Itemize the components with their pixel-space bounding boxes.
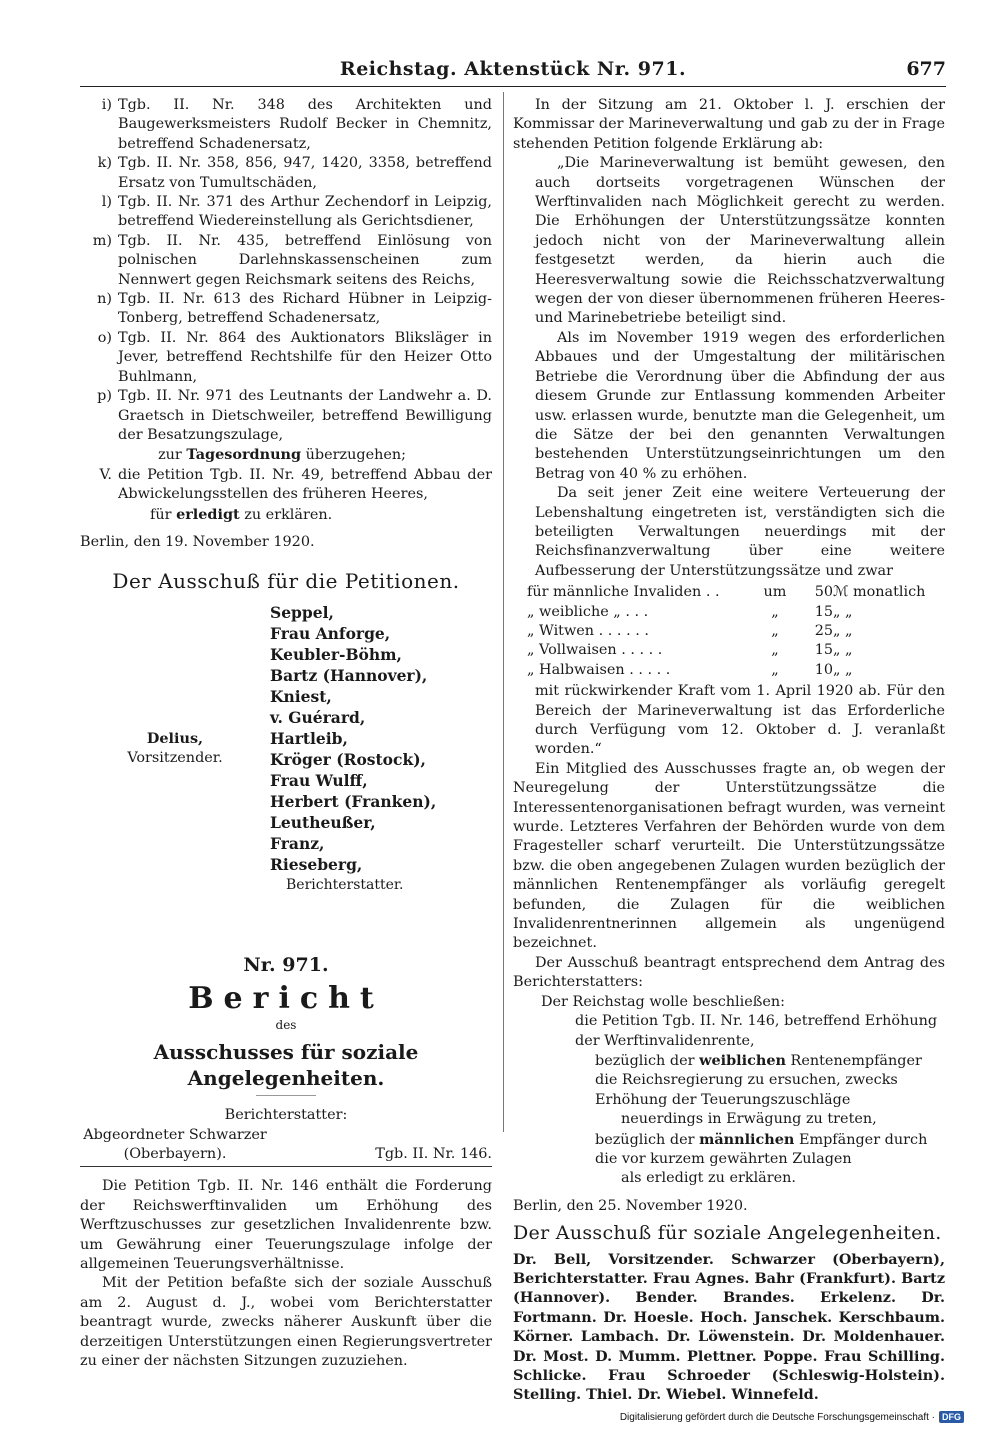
- footer: [620, 1411, 964, 1423]
- committee-title: Ausschusses für soziale Angelegenheiten.: [153, 1040, 419, 1091]
- reporter-name: Abgeordneter Schwarzer (Oberbayern).: [83, 1126, 267, 1162]
- left-column: [80, 96, 492, 1371]
- member-name: Seppel,: [270, 602, 334, 622]
- committee-members: [80, 602, 492, 896]
- rates-table: [527, 583, 945, 680]
- page-header: [80, 58, 946, 87]
- list-item-label: l): [101, 194, 112, 211]
- rate-unit: „ „: [833, 603, 853, 620]
- member-name: Frau Wulff,: [270, 770, 368, 790]
- member-name: Hartleib,: [270, 728, 348, 748]
- quote-paragraph: mit rückwirkender Kraft vom 1. April 1920 ab. Für den Bereich der Marineverwaltung ist das Erforderliche durch Verfügung vom 12. Oktober d. J. veranlaßt worden.“: [535, 683, 945, 758]
- member-list: [270, 602, 492, 896]
- rate-who: „ Halbwaisen . . . . .: [527, 661, 671, 678]
- chair: [80, 602, 270, 896]
- document-number: Nr. 971.: [243, 953, 329, 976]
- member-name: Bartz (Hannover),: [270, 665, 428, 685]
- list-item-text: Tgb. II. Nr. 971 des Leutnants der Landwehr a. D. Graetsch in Dietschweiler, betreffend Bewilligung der Besatzungszulage,: [118, 388, 492, 443]
- member-name: Rieseberg,: [270, 854, 363, 874]
- rate-who: „ weibliche „ . . .: [527, 603, 649, 620]
- tagesordnung-line: zur Tagesordnung überzugehen;: [158, 446, 406, 464]
- member-name: v. Guérard,: [270, 707, 366, 727]
- chair-role: Vorsitzender.: [127, 749, 223, 766]
- list-item: [80, 232, 492, 290]
- member-name: Berichterstatter.: [286, 876, 404, 893]
- erledigt-line: für erledigt zu erklären.: [150, 505, 333, 523]
- dfg-logo-icon: DFG: [939, 1411, 964, 1423]
- list-item: [80, 96, 492, 154]
- rate-row: [527, 603, 945, 622]
- member-name: Kniest,: [270, 686, 332, 706]
- paragraph: In der Sitzung am 21. Oktober l. J. erschien der Kommissar der Marineverwaltung und gab zu der in Frage stehenden Petition folgende Erklärung ab:: [513, 97, 945, 152]
- rate-who: „ Vollwaisen . . . . .: [527, 642, 663, 659]
- chair-name: Delius,: [146, 730, 204, 748]
- column-divider: [503, 92, 504, 1132]
- committee-heading: Der Ausschuß für die Petitionen.: [112, 569, 460, 594]
- rate-amount: 25: [814, 622, 833, 639]
- rate-pre: um: [763, 584, 787, 601]
- committee-member-list: Dr. Bell, Vorsitzender. Schwarzer (Oberbayern), Berichterstatter. Frau Agnes. Bahr (Frankfurt). Bartz (Hannover). Bender. Brandes. Erkelenz. Dr. Fortmann. Dr. Hoesle. Hoch. Janschek. Kerschbaum. Körner. Lambach. Dr. Löwenstein. Dr. Moldenhauer. Dr. Most. D. Mumm. Plettner. Poppe. Frau Schilling. Schlicke. Frau Schroeder (Schleswig-Holstein). Stelling. Thiel. Dr. Wiebel. Winnefeld.: [513, 1250, 945, 1404]
- list-item-v: V. die Petition Tgb. II. Nr. 49, betreffend Abbau der Abwickelungsstellen des früheren Heeres,: [99, 466, 492, 503]
- motion: [541, 993, 945, 1189]
- rate-amount: 15: [814, 603, 833, 620]
- list-item-label: k): [97, 155, 112, 172]
- list-item-text: Tgb. II. Nr. 864 des Auktionators Bliksläger in Jever, betreffend Rechtshilfe für den Heizer Otto Buhlmann,: [118, 329, 492, 385]
- list-item: [80, 193, 492, 232]
- rate-row: [527, 661, 945, 680]
- motion-line: die Reichsregierung zu ersuchen, zwecks Erhöhung der Teuerungszuschläge: [595, 1072, 898, 1108]
- list-item-text: Tgb. II. Nr. 371 des Arthur Zechendorf in Leipzig, betreffend Wiedereinstellung als Gerichtsdiener,: [118, 194, 492, 230]
- committee-heading: Der Ausschuß für soziale Angelegenheiten.: [513, 1222, 942, 1245]
- report-title: Bericht: [188, 981, 384, 1017]
- rate-pre: „: [771, 603, 779, 620]
- list-item-text: Tgb. II. Nr. 358, 856, 947, 1420, 3358, betreffend Ersatz von Tumultschäden,: [118, 155, 492, 191]
- motion-line: die vor kurzem gewährten Zulagen: [595, 1150, 852, 1167]
- list-item: [80, 154, 492, 193]
- list-item-text: Tgb. II. Nr. 435, betreffend Einlösung von polnischen Darlehnskassenscheinen zum Nennwert gegen Reichsmark seitens des Reichs,: [118, 232, 492, 288]
- rate-amount: 50: [814, 584, 833, 601]
- list-item-label: o): [97, 329, 112, 346]
- rate-unit: ℳ monatlich: [833, 584, 926, 601]
- member-name: Franz,: [270, 833, 325, 853]
- reporter-label: Berichterstatter:: [224, 1107, 348, 1124]
- rate-pre: „: [771, 622, 779, 639]
- rate-unit: „ „: [833, 642, 853, 659]
- report-des: des: [275, 1018, 297, 1033]
- member-name: Frau Anforge,: [270, 623, 391, 643]
- short-rule: [256, 1095, 316, 1096]
- list-item: [80, 290, 492, 329]
- rate-pre: „: [771, 661, 779, 678]
- running-title: Reichstag. Aktenstück Nr. 971.: [339, 58, 687, 80]
- rate-pre: „: [771, 642, 779, 659]
- list-item-text: Tgb. II. Nr. 613 des Richard Hübner in Leipzig-Tonberg, betreffend Schadenersatz,: [118, 291, 492, 327]
- list-item-label: i): [101, 97, 112, 113]
- paragraph: Der Ausschuß beantragt entsprechend dem Antrag des Berichterstatters:: [513, 954, 945, 991]
- rate-who: „ Witwen . . . . . .: [527, 622, 649, 639]
- list-item: [80, 329, 492, 387]
- date-line: Berlin, den 19. November 1920.: [80, 533, 315, 550]
- paragraph: Mit der Petition befaßte sich der soziale Ausschuß am 2. August d. J., wobei vom Berichterstatter beantragt wurde, zwecks näherer Auskunft über die derzeitigen Unterstützungen einen Regierungsvertreter zu einer der nächsten Sitzungen zuzuziehen.: [80, 1275, 492, 1370]
- list-item-label: n): [97, 291, 112, 308]
- list-item: [80, 387, 492, 445]
- rate-unit: „ „: [833, 661, 853, 678]
- motion-line: neuerdings in Erwägung zu treten,: [621, 1111, 877, 1128]
- rate-row: [527, 583, 945, 602]
- petition-list: [80, 96, 492, 445]
- rate-amount: 10: [814, 661, 833, 678]
- quote-paragraph: „Die Marineverwaltung ist bemüht gewesen, den auch dortseits vorgetragenen Wünschen der Werftinvaliden nach Möglichkeit gerecht zu werden. Die Erhöhungen der Unterstützungssätze konnten jedoch nicht von der Marineverwaltung allein festgesetzt werden, da hierin auch die Heeresverwaltung sowie die Reichsschatzverwaltung wegen der von dieser übernommenen früheren Heeres- und Marinebetriebe beteiligt sind.: [535, 155, 945, 327]
- date-line: Berlin, den 25. November 1920.: [513, 1197, 748, 1214]
- motion-line: als erledigt zu erklären.: [621, 1170, 796, 1187]
- rate-who: für männliche Invaliden . .: [527, 584, 720, 601]
- reporter-block: [80, 1126, 492, 1168]
- motion-line: die Petition Tgb. II. Nr. 146, betreffend Erhöhung der Werftinvalidenrente,: [575, 1013, 938, 1049]
- footer-text: Digitalisierung gefördert durch die Deutsche Forschungsgemeinschaft ·: [619, 1411, 935, 1423]
- paragraph: Ein Mitglied des Ausschusses fragte an, ob wegen der Neuregelung der Unterstützungssätze die Interessentenorganisationen befragt wurden, was verneint wurde. Letzteres Verfahren der Behörden wurde von dem Fragesteller scharf verurteilt. Die Unterstützungssätze bzw. die oben angegebenen Zulagen wurden bezüglich der männlichen Rentenempfänger als vorläufig geregelt befunden, die Zulagen für die weiblichen Invalidenrentnerinnen allgemein als ungenügend bezeichnet.: [513, 760, 945, 952]
- motion-line: bezüglich der männlichen Empfänger durch: [595, 1130, 928, 1148]
- member-name: Kröger (Rostock),: [270, 749, 426, 769]
- member-name: Leutheußer,: [270, 812, 376, 832]
- tgb-number: Tgb. II. Nr. 146.: [375, 1145, 492, 1162]
- rate-amount: 15: [814, 642, 833, 659]
- motion-line: bezüglich der weiblichen Rentenempfänger: [595, 1051, 922, 1069]
- right-column: [513, 96, 945, 1405]
- member-name: Herbert (Franken),: [270, 791, 437, 811]
- member-name: Keubler-Böhm,: [270, 644, 402, 664]
- quote-paragraph: Als im November 1919 wegen des erforderlichen Abbaues und der Umgestaltung der militärischen Betriebe die Verordnung über die Abfindung der aus diesem Grunde zur Entlassung kommenden Arbeiter usw. erlassen wurde, benutzte man die Gelegenheit, um die Sätze der bei den genannten Verwaltungen bestehenden Unterstützungseinrichtungen um den Betrag von 40 % zu erhöhen.: [535, 329, 945, 482]
- paragraph: Die Petition Tgb. II. Nr. 146 enthält die Forderung der Reichswerftinvaliden um Erhöhung des Werftzuschusses zur gesetzlichen Invalidenrente bzw. um Gewährung einer Teuerungszulage infolge der allgemeinen Teuerungsverhältnisse.: [80, 1178, 492, 1272]
- list-item-text: Tgb. II. Nr. 348 des Architekten und Baugewerksmeisters Rudolf Becker in Chemnitz, betreffend Schadenersatz,: [118, 97, 492, 152]
- rate-row: [527, 622, 945, 641]
- list-item-label: m): [92, 232, 112, 249]
- list-item-label: p): [97, 388, 112, 405]
- page-number: 677: [906, 58, 946, 80]
- motion-head: Der Reichstag wolle beschließen:: [541, 993, 786, 1010]
- quote-paragraph: Da seit jener Zeit eine weitere Verteuerung der Lebenshaltung eingetreten ist, verständigten sich die beteiligten Verwaltungen neuerdings mit der Reichsfinanzverwaltung über eine weitere Aufbesserung der Unterstützungssätze und zwar: [535, 485, 945, 579]
- rate-row: [527, 641, 945, 660]
- rate-unit: „ „: [833, 622, 853, 639]
